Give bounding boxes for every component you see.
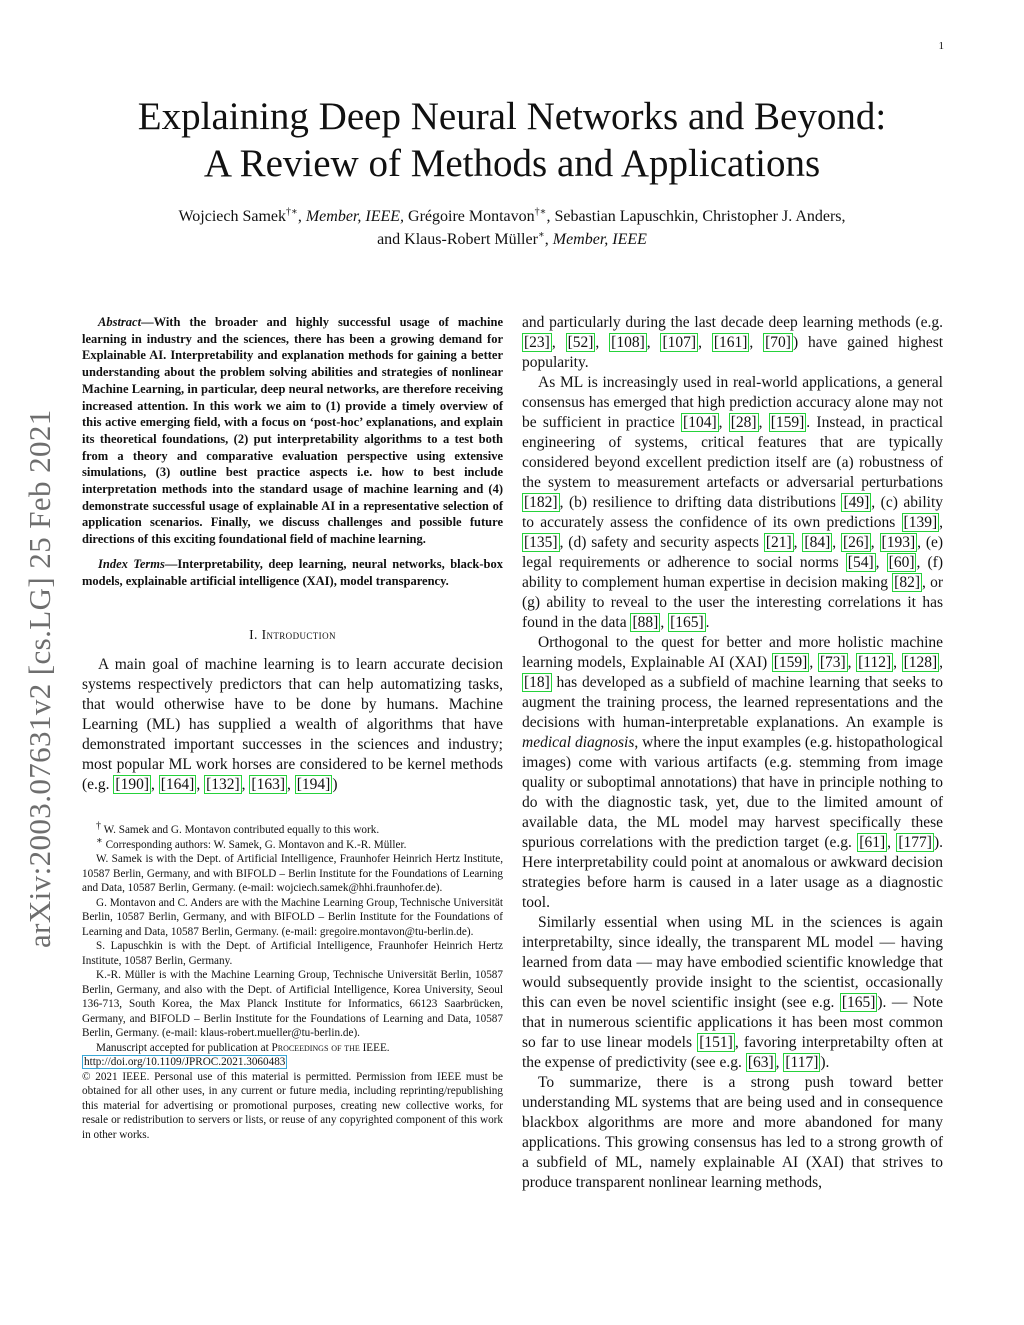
footnote: W. Samek is with the Dept. of Artificial Intelligence, Fraunhofer Heinrich Hertz Institute, 10587 Berlin, Germany, and with BIFOLD – Berlin Institute for the Foundations of Learning and Data, 10587 Berlin, Germany. (e-mail: wojciech.samek@hhi.fraunhofer.de). [82,853,503,895]
citation-link[interactable]: [163] [251,776,285,794]
citation-link[interactable]: [159] [773,654,808,671]
section-number: I. [249,627,258,643]
body-paragraph [522,633,943,913]
author-mark: †∗ [286,206,298,218]
footnote: G. Montavon and C. Anders are with the Machine Learning Group, Technische Universität Berlin, 10587 Berlin, Germany, and with BIFOLD – Berlin Institute for the Foundations of Learning and Data, 10587 Berlin, Germany. (e-mail: gregoire.montavon@tu-berlin.de). [82,896,503,938]
citation-link[interactable]: [70] [765,334,791,351]
body-paragraph [522,313,943,373]
author-list: Wojciech Samek†∗, Member, IEEE, Grégoire Montavon†∗, Sebastian Lapuschkin, Christopher J. Anders, and Klaus-Robert Müller∗, Member, IEEE [178,206,846,248]
footnote [82,820,503,838]
body-text: . Instead, in practical engineering of systems, critical features that are typically considered beyond excellent prediction itself are (a) robustness of the system to measurement artefacts or adversarial perturbations [522,414,943,491]
citations: [104] , [28] , [159] [683,414,805,431]
body-paragraph [522,913,943,1073]
footnote-text: Corresponding authors: W. Samek, G. Montavon and K.-R. Müller. [105,838,407,851]
intro-citations: [190] , [164] , [132] , [163] , [194] [115,776,331,794]
footnote-mark: † [96,820,101,832]
citations [892,573,922,592]
body-text: has developed as a subfield of machine learning that seeks to augment the training process, the learned representations and the decisions with human-interpretable explanations. An example is [522,674,943,731]
index-terms-text: —Interpretability, deep learning, neural networks, black-box models, explainable artificial intelligence (XAI), model transparency. [82,556,503,588]
citation-link[interactable]: [60] [888,554,915,571]
citations: [23] , [52] , [108] , [107] , [161] , [70] [524,334,791,351]
body-text: ). — Note that in numerous scientific applications it has been most common so far to use linear models [522,994,943,1051]
author-name: Wojciech Samek [178,208,287,225]
citation-link[interactable]: [128] [903,654,938,671]
emphasis: medical diagnosis [522,734,635,751]
citation-link[interactable]: [112] [858,654,892,671]
author-mark: †∗ [534,206,547,218]
body-text: , favoring interpretabilty often at the expense of predictivity (see e.g. [522,1034,944,1071]
citation-link[interactable]: [21] [765,534,792,551]
citation-link[interactable]: [18] [524,674,550,691]
footnote-text: W. Samek and G. Montavon contributed equally to this work. [103,824,380,837]
citation-link[interactable]: [28] [730,414,757,431]
citation-link[interactable]: [23] [524,334,550,351]
author-mark: ∗ [537,229,545,241]
citations [697,1033,735,1052]
body-text: , (e) legal requirements or adherence to social norms [522,534,944,571]
body-text: , (f) ability to complement human expertise in decision making [522,554,943,591]
citation-link[interactable]: [61] [859,834,886,851]
citations: [61] , [177] [859,834,932,851]
footnote-mark: ∗ [96,835,103,847]
citation-link[interactable]: [73] [819,654,846,671]
body-text: As ML is increasingly used in real-world applications, a general consensus has emerged that high prediction accuracy alone may not be sufficient in practice [522,374,943,431]
left-column [82,314,503,1142]
body-text: , or (g) ability to reveal to the user the interesting correlations it has found in the data [522,574,943,631]
author-names: , Sebastian Lapuschkin, Christopher J. Anders, [546,208,846,225]
citation-link[interactable]: [151] [699,1034,733,1051]
author-role: Member, IEEE, [305,208,405,225]
abstract-label: Abstract [98,315,142,329]
body-text: , (c) ability to accurately assess the confidence of its own predictions [522,494,944,531]
body-paragraph [522,373,943,633]
footnotes [82,820,503,1142]
intro-text: A main goal of machine learning is to learn accurate decision systems respectively predictors that can help automatizing tasks, that would otherwise have to be done by humans. Machine Learning (ML) has supplied a wealth of algorithms that have demonstrated important successes in the sciences and industry; most popular ML work horses are considered to be kernel methods (e.g. [82,656,503,794]
citations [522,493,560,512]
right-column [522,313,943,1193]
section-title: Introduction [261,627,336,643]
copyright-notice: © 2021 IEEE. Personal use of this material is permitted. Permission from IEEE must be obtained for all other uses, in any current or future media, including reprinting/republishing this material for advertising or promotional purposes, creating new collective works, for resale or redistribution to servers or lists, or reuse of any copyrighted component of this work in other works. [82,1070,503,1141]
abstract-text: —With the broader and highly successful usage of machine learning in industry and the sciences, there has been a growing demand for Explainable AI. Interpretability and explanation methods for gaining a better understanding about the problem solving abilities and strategies of nonlinear Machine Learning, in particular, deep neural networks, are therefore receiving increased attention. In this work we aim to (1) provide a timely overview of this active emerging field, with a focus on ‘post-hoc’ explanations, and explain its theoretical foundations, (2) put interpretability algorithms to a test both from a theory and comparative evaluation perspective using extensive simulations, (3) outline best practice aspects i.e. how to best include interpretation methods into the standard usage of machine learning and (4) demonstrate successful usage of explainable AI in a representative selection of application scenarios. Finally, we discuss challenges and possible future directions of this exciting foundational field of machine learning. [82,315,503,547]
citation-link[interactable]: [54] [847,554,874,571]
citation-link[interactable]: [63] [747,1054,774,1071]
citations: [21] , [84] , [26] , [193] [765,534,916,551]
author-name: and Klaus-Robert Müller [377,231,538,248]
body-text: Orthogonal to the quest for better and more holistic machine learning models, Explainable AI (XAI) [522,634,943,671]
citation-link[interactable]: [49] [843,494,870,511]
citations: [88] , [165] [632,614,704,631]
doi-link[interactable]: http://doi.org/10.1109/JPROC.2021.3060483 [84,1056,286,1069]
citations [840,993,878,1012]
footnote [82,835,503,853]
citation-link[interactable]: [104] [683,414,717,431]
body-text: , (d) safety and security aspects [559,534,764,551]
citation-link[interactable]: [88] [632,614,659,631]
citation-link[interactable]: [107] [662,334,697,351]
body-text: Similarly essential when using ML in the sciences is again interpretabilty, since ideally, the transparent ML model — having learned from data — may have embodied scientific knowledge that would subsequently provide insight to the scientist, occasionally this can even be novel scientific insight (see e.g. [522,914,943,1011]
citation-link[interactable]: [135] [524,534,558,551]
footnote: K.-R. Müller is with the Machine Learning Group, Technische Universität Berlin, 10587 Berlin, Germany, and also with the Dept. of Artificial Intelligence, Korea University, Seoul 136-713, South Korea, the Max Planck Institute for Informatics, 66123 Saarbrücken, Germany, and BIFOLD – Berlin Institute for the Foundations of Learning and Data, 10587 Berlin, Germany. (e-mail: klaus-robert.mueller@tu-berlin.de). [82,969,503,1040]
citation-link[interactable]: [194] [296,776,331,794]
doi-line [82,1055,503,1070]
citation-link[interactable]: [165] [670,614,704,631]
citation-link[interactable]: [164] [160,776,195,794]
journal-name: Proceedings of the [271,1041,360,1054]
footnote [82,1041,503,1056]
body-text: . [705,614,710,631]
arxiv-side-stamp: arXiv:2003.07631v2 [cs.LG] 25 Feb 2021 [22,409,57,948]
citation-link[interactable]: [108] [611,334,645,351]
footnote: S. Lapuschkin is with the Dept. of Artificial Intelligence, Fraunhofer Heinrich Hertz Institute, 10587 Berlin, Germany. [82,940,503,967]
index-terms [82,556,503,589]
citation-link[interactable]: [26] [842,534,869,551]
citation-link[interactable]: [177] [898,834,932,851]
citation-link[interactable]: [52] [567,334,594,351]
citation-link[interactable]: [82] [894,574,920,591]
citation-link[interactable]: [139] [903,514,938,531]
index-terms-label: Index Terms [98,556,165,571]
citation-link[interactable]: [132] [206,776,240,794]
body-text: and particularly during the last decade deep learning methods (e.g. [522,314,943,331]
title-line-1: Explaining Deep Neural Networks and Beyond: [137,95,887,138]
intro-paragraph: A main goal of machine learning is to learn accurate decision systems respectively predictors that can help automatizing tasks, that would otherwise have to be done by humans. Machine Learning (ML) has supplied a wealth of algorithms that have demonstrated important successes in the sciences and industry; most popular ML work horses are considered to be kernel methods (e.g. [190] , [164] , [132] , [163] , [194] ) [82,656,503,794]
body-text: , where the input examples (e.g. histopathological images) come with various artifacts (e.g. stemming from image quality or suboptimal annotations) that have in principle nothing to do with the diagnostic task, yet, due to the limited amount of available data, the ML model may harvest specifically these spurious correlations with the prediction target (e.g. [522,734,943,851]
citations [841,493,871,512]
body-text: ) have gained highest popularity. [522,334,944,371]
body-text: , (b) resilience to drifting data distributions [559,494,842,511]
author-name: Grégoire Montavon [408,208,535,225]
citation-link[interactable]: [159] [770,414,805,431]
body-text: ). [820,1054,830,1071]
section-heading [82,627,503,643]
citations: [54] , [60] [847,554,915,571]
citation-link[interactable]: [84] [804,534,831,551]
citation-link[interactable]: [165] [841,994,876,1011]
citation-link[interactable]: [190] [115,776,149,794]
citation-link[interactable]: [117] [785,1054,819,1071]
author-role: Member, IEEE [552,231,647,248]
body-paragraph: To summarize, there is a strong push toward better understanding ML systems that are being used and in consequence blackbox algorithms are more and more abandoned for many applications. This growing consensus has led to a strong growth of a subfield of ML, namely explainable AI (XAI) that strives to produce transparent nonlinear learning methods, [522,1074,943,1191]
citations: [139] , [135] [524,514,943,551]
paper-title [0,93,1024,187]
citations: [63] , [117] [747,1054,819,1071]
footnote-text: Manuscript accepted for publication at [96,1041,269,1054]
citations: [159] , [73] , [112] , [128] , [18] [524,654,944,691]
body-text: ). Here interpretability could point at anomalous or awkward decision strategies before harm is caused in a later usage as a diagnostic tool. [522,834,943,911]
footnote-text: IEEE. [362,1041,390,1054]
title-line-2: A Review of Methods and Applications [203,142,821,185]
abstract [82,314,503,548]
citation-link[interactable]: [182] [524,494,558,511]
citation-link[interactable]: [193] [881,534,916,551]
page-number: 1 [938,40,944,52]
citation-link[interactable]: [161] [713,334,748,351]
